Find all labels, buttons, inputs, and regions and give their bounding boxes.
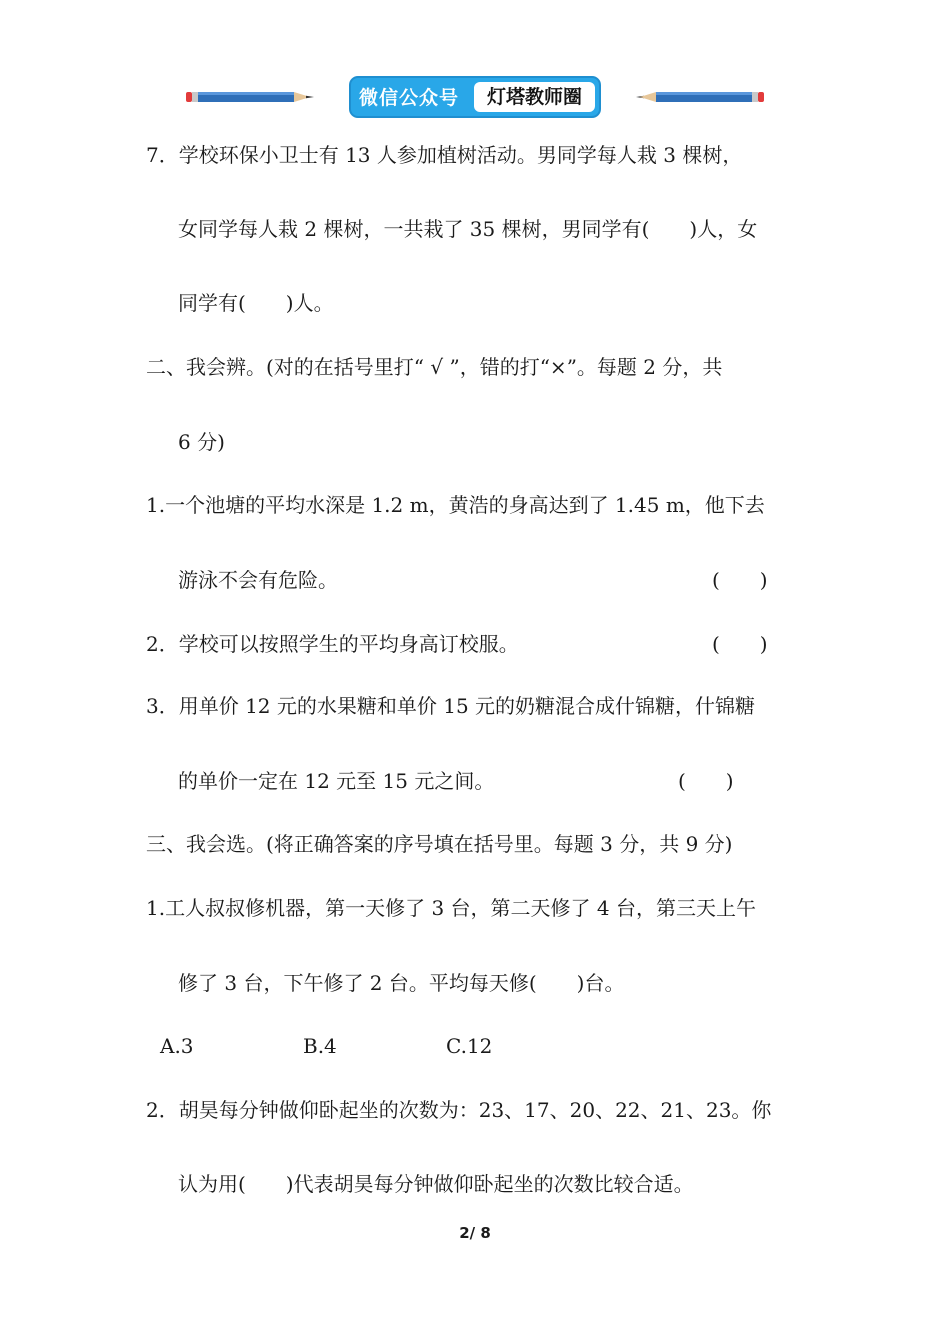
choice-1-line-1: 1.工人叔叔修机器，第一天修了 3 台，第二天修了 4 台，第三天上午 [146, 896, 756, 920]
judge-1-line-1: 1.一个池塘的平均水深是 1.2 m，黄浩的身高达到了 1.45 m，他下去 [146, 493, 765, 517]
answer-bracket[interactable]: ( ) [712, 632, 768, 656]
answer-bracket[interactable]: ( ) [678, 769, 734, 793]
option-a[interactable]: A.3 [160, 1034, 194, 1058]
section-2-heading: 二、我会辨。(对的在括号里打“ √ ”，错的打“×”。每题 2 分，共 [146, 355, 723, 379]
judge-3-line-1: 3．用单价 12 元的水果糖和单价 15 元的奶糖混合成什锦糖，什锦糖 [146, 694, 756, 718]
pencil-icon [186, 90, 314, 104]
option-c[interactable]: C.12 [446, 1034, 493, 1058]
choice-2-line-1: 2．胡昊每分钟做仰卧起坐的次数为：23、17、20、22、21、23。你 [146, 1098, 772, 1122]
judge-2-line: 2．学校可以按照学生的平均身高订校服。 [146, 632, 519, 656]
page-header [0, 72, 950, 122]
judge-3-line-2: 的单价一定在 12 元至 15 元之间。 [178, 769, 495, 793]
question-7-line-3: 同学有( )人。 [178, 291, 334, 315]
answer-bracket[interactable]: ( ) [712, 568, 768, 592]
choice-2-line-2: 认为用( )代表胡昊每分钟做仰卧起坐的次数比较合适。 [178, 1172, 694, 1196]
pencil-icon [636, 90, 764, 104]
question-7-line-2: 女同学每人栽 2 棵树，一共栽了 35 棵树，男同学有( )人，女 [178, 217, 758, 241]
question-7-line-1: 7．学校环保小卫士有 13 人参加植树活动。男同学每人栽 3 棵树， [146, 143, 743, 167]
section-2-heading-cont: 6 分) [178, 430, 225, 454]
choice-1-line-2: 修了 3 台，下午修了 2 台。平均每天修( )台。 [178, 971, 625, 995]
page-number: 2/ 8 [459, 1224, 491, 1242]
judge-1-line-2: 游泳不会有危险。 [178, 568, 338, 592]
banner-left-text: 微信公众号 [359, 87, 460, 109]
wechat-banner [349, 76, 601, 118]
banner-right-text: 灯塔教师圈 [474, 82, 595, 112]
section-3-heading: 三、我会选。(将正确答案的序号填在括号里。每题 3 分，共 9 分) [146, 832, 733, 856]
option-b[interactable]: B.4 [303, 1034, 337, 1058]
